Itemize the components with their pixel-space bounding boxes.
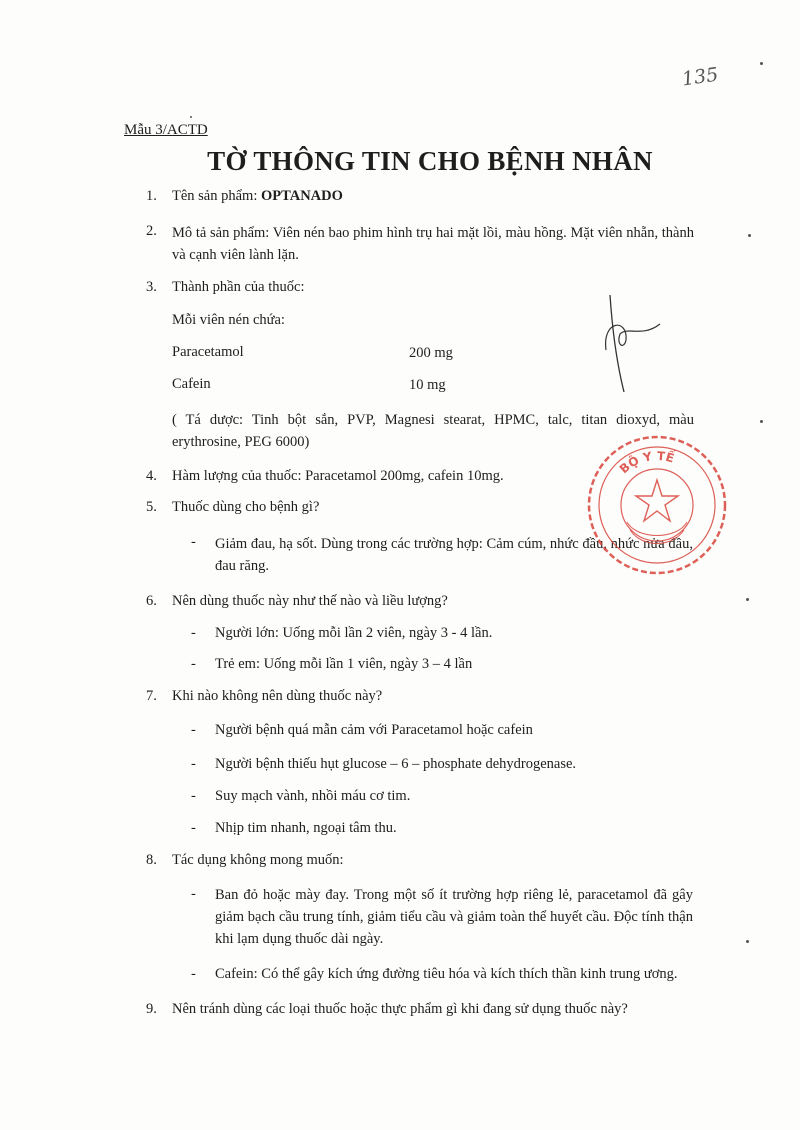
section-number: 9.	[146, 1001, 157, 1017]
product-name-value: OPTANADO	[261, 188, 343, 204]
bullet-dash: -	[191, 625, 196, 641]
ingredient-name: Cafein	[172, 376, 211, 392]
dosage-adult: Người lớn: Uống mỗi lần 2 viên, ngày 3 - 4 lần.	[215, 625, 493, 641]
bullet-dash: -	[191, 534, 196, 550]
strength-line: Hàm lượng của thuốc: Paracetamol 200mg, cafein 10mg.	[172, 468, 504, 484]
stamp-text: BỘ Y TẾ	[616, 448, 676, 477]
bullet-dash: -	[191, 966, 196, 982]
indication-text: Giảm đau, hạ sốt. Dùng trong các trường hợp: Cảm cúm, nhức đầu, nhức nửa đầu, đau răng.	[215, 536, 693, 574]
ingredient-name: Paracetamol	[172, 344, 244, 360]
scan-speck	[760, 62, 763, 65]
bullet-dash: -	[191, 722, 196, 738]
contraindication-item: Người bệnh thiếu hụt glucose – 6 – phosphate dehydrogenase.	[215, 756, 577, 772]
excipients: ( Tá dược: Tinh bột sắn, PVP, Magnesi stearat, HPMC, talc, titan dioxyd, màu erythrosine, PEG 6000)	[172, 412, 694, 450]
dosage-heading: Nên dùng thuốc này như thế nào và liều lượng?	[172, 593, 448, 609]
side-effects-paracetamol: Ban đỏ hoặc mày đay. Trong một số ít trường hợp riêng lẻ, paracetamol đã gây giảm bạch cầu trung tính, giảm tiểu cầu và giảm toàn thể huyết cầu. Độc tính thận khi lạm dụng thuốc dài ngày.	[215, 887, 693, 947]
composition-heading: Thành phần của thuốc:	[172, 279, 305, 295]
svg-text:BỘ Y TẾ	[617, 448, 677, 476]
section-number: 7.	[146, 688, 157, 704]
contraindication-item: Nhịp tim nhanh, ngoại tâm thu.	[215, 820, 397, 836]
scan-speck	[746, 940, 749, 943]
bullet-dash: -	[191, 656, 196, 672]
indication-heading: Thuốc dùng cho bệnh gì?	[172, 499, 320, 515]
bullet-dash: -	[191, 788, 196, 804]
contraindication-item: Suy mạch vành, nhồi máu cơ tim.	[215, 788, 411, 804]
contraindication-item: Người bệnh quá mẫn cảm với Paracetamol hoặc cafein	[215, 722, 533, 738]
ingredient-amount: 200 mg	[409, 345, 453, 361]
ingredient-amount: 10 mg	[409, 377, 446, 393]
section-number: 4.	[146, 468, 157, 484]
bullet-dash: -	[191, 886, 196, 902]
scan-speck	[746, 598, 749, 601]
document-title: TỜ THÔNG TIN CHO BỆNH NHÂN	[207, 146, 653, 176]
dosage-child: Trẻ em: Uống mỗi lần 1 viên, ngày 3 – 4 lần	[215, 656, 473, 672]
section-number: 6.	[146, 593, 157, 609]
side-effects-cafein: Cafein: Có thể gây kích ứng đường tiêu hóa và kích thích thần kinh trung ương.	[215, 966, 678, 982]
avoidance-heading: Nên tránh dùng các loại thuốc hoặc thực phẩm gì khi đang sử dụng thuốc này?	[172, 1001, 628, 1017]
signature-mark	[598, 290, 678, 400]
bullet-dash: -	[191, 820, 196, 836]
scan-speck	[190, 116, 192, 118]
contraindication-heading: Khi nào không nên dùng thuốc này?	[172, 688, 383, 704]
scan-speck	[748, 234, 751, 237]
section-number: 8.	[146, 852, 157, 868]
official-stamp	[582, 430, 732, 580]
bullet-dash: -	[191, 756, 196, 772]
section-number: 3.	[146, 279, 157, 295]
section-number: 1.	[146, 188, 157, 204]
form-code: Mẫu 3/ACTD	[124, 122, 208, 138]
product-description: Mô tả sản phẩm: Viên nén bao phim hình trụ hai mặt lồi, màu hồng. Mặt viên nhẵn, thành và cạnh viên lành lặn.	[172, 225, 694, 263]
composition-sub: Mỗi viên nén chứa:	[172, 312, 285, 328]
section-number: 5.	[146, 499, 157, 515]
scan-speck	[760, 420, 763, 423]
product-name-line	[172, 188, 343, 205]
section-number: 2.	[146, 223, 157, 239]
handwritten-page-number: 135	[680, 63, 720, 91]
side-effects-heading: Tác dụng không mong muốn:	[172, 852, 344, 868]
product-name-label: Tên sản phẩm:	[172, 188, 261, 204]
